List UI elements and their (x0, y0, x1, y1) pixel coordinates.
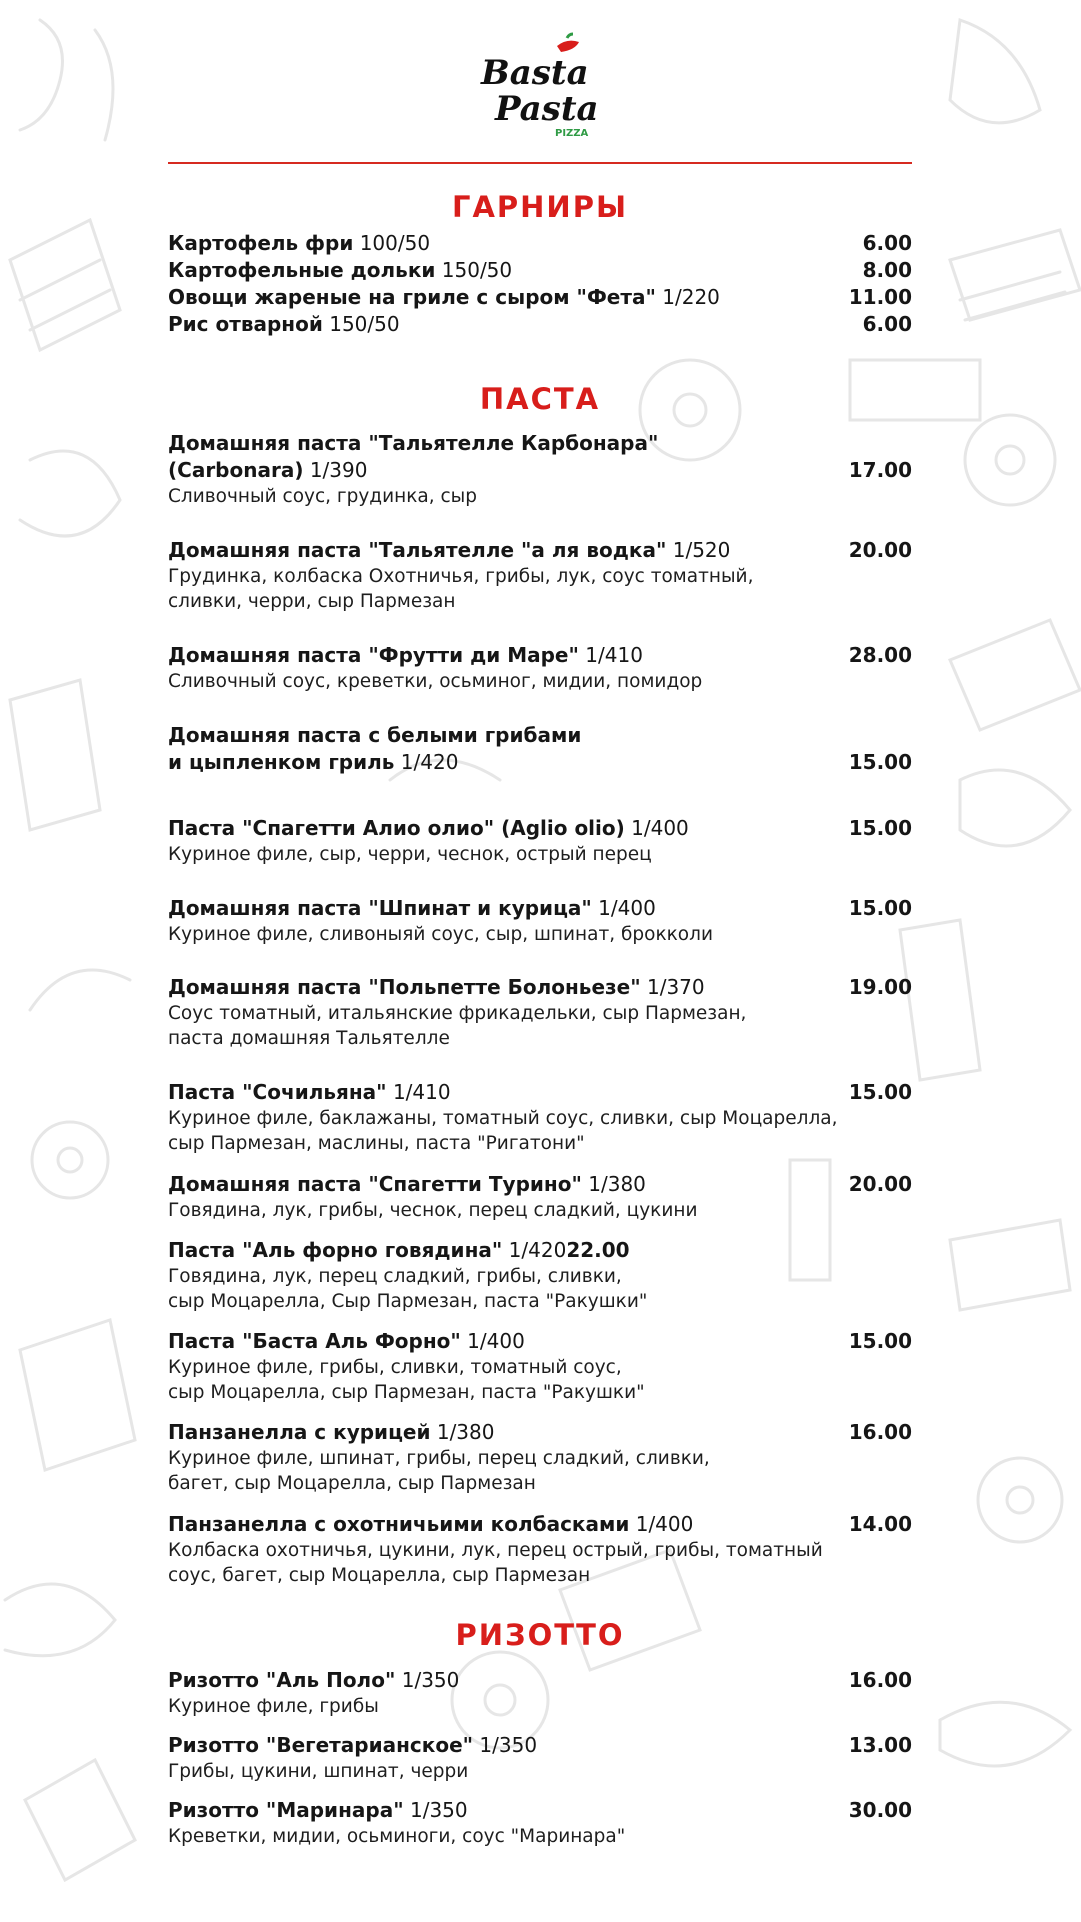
menu-item-name-line (168, 430, 912, 457)
item-description: Сливочный соус, креветки, осьминог, мидии, помидор (168, 671, 703, 692)
item-name: Паста "Спагетти Алио олио" (Aglio olio) (168, 816, 625, 840)
item-description: Куриное филе, грибы (168, 1696, 379, 1717)
item-price: 16.00 (848, 1668, 912, 1692)
section-title-risotto: РИЗОТТО (455, 1618, 625, 1652)
item-weight: 1/420 (400, 750, 459, 774)
header-divider (168, 162, 912, 164)
item-description: Куриное филе, сливоныяй соус, сыр, шпинат, брокколи (168, 924, 713, 945)
item-price: 30.00 (848, 1798, 912, 1822)
menu-item (168, 895, 912, 922)
menu-item (168, 230, 912, 257)
item-weight: 1/410 (392, 1080, 451, 1104)
item-price: 20.00 (848, 538, 912, 562)
menu-item (168, 1797, 912, 1824)
menu-item (168, 642, 912, 669)
item-price: 15.00 (848, 896, 912, 920)
item-description: сыр Моцарелла, Сыр Пармезан, паста "Ракушки" (168, 1291, 648, 1312)
item-name: Ризотто "Вегетарианское" (168, 1733, 474, 1757)
menu-item (168, 537, 912, 564)
item-price: 28.00 (848, 643, 912, 667)
item-price: 16.00 (848, 1420, 912, 1444)
item-price: 15.00 (848, 816, 912, 840)
menu-item (168, 1237, 912, 1264)
item-description: Куриное филе, шпинат, грибы, перец сладкий, сливки, (168, 1448, 710, 1469)
item-name: Домашняя паста "Фрутти ди Маре" (168, 643, 579, 667)
item-name: Домашняя паста "Спагетти Турино" (168, 1172, 582, 1196)
item-price: 15.00 (848, 1329, 912, 1353)
item-description: Сливочный соус, грудинка, сыр (168, 486, 478, 507)
item-description: соус, багет, сыр Моцарелла, сыр Пармезан (168, 1565, 591, 1586)
item-price: 6.00 (862, 231, 912, 255)
item-price: 19.00 (848, 975, 912, 999)
logo-word-pasta: Pasta (495, 89, 599, 129)
item-name: Картофельные дольки (168, 258, 436, 282)
item-name: Картофель фри (168, 231, 354, 255)
menu-item (168, 1732, 912, 1759)
menu-item (168, 1511, 912, 1538)
item-price: 8.00 (862, 258, 912, 282)
item-weight: 1/380 (588, 1172, 646, 1196)
menu-item (168, 815, 912, 842)
item-description: сыр Пармезан, маслины, паста "Ригатони" (168, 1133, 585, 1154)
item-price: 14.00 (848, 1512, 912, 1536)
menu-item (168, 311, 912, 338)
logo-word-basta: Basta (481, 53, 589, 93)
item-name: Паста "Баста Аль Форно" (168, 1329, 461, 1353)
item-weight: 150/50 (329, 312, 400, 336)
item-weight: 1/370 (646, 975, 705, 999)
item-description: багет, сыр Моцарелла, сыр Пармезан (168, 1473, 536, 1494)
menu-item (168, 1328, 912, 1355)
item-description: Колбаска охотничья, цукини, лук, перец острый, грибы, томатный (168, 1540, 823, 1561)
item-description: Куриное филе, сыр, черри, чеснок, острый перец (168, 844, 652, 865)
item-weight: 1/350 (401, 1668, 460, 1692)
item-weight: 100/50 (359, 231, 431, 255)
item-description: Куриное филе, грибы, сливки, томатный соус, (168, 1357, 622, 1378)
item-name: Панзанелла с охотничьими колбасками (168, 1512, 630, 1536)
item-name: (Carbonara) (168, 458, 304, 482)
item-description: паста домашняя Тальятелле (168, 1028, 450, 1049)
item-weight: 1/400 (467, 1329, 525, 1353)
item-description: сыр Моцарелла, сыр Пармезан, паста "Ракушки" (168, 1382, 645, 1403)
brand-logo (475, 32, 605, 152)
section-title-garnish: ГАРНИРЫ (451, 190, 629, 224)
section-title-pasta: ПАСТА (479, 382, 601, 416)
item-weight: 1/420 (508, 1238, 567, 1262)
logo-sub-pizza: PIZZA (555, 128, 589, 139)
item-weight: 1/350 (479, 1733, 538, 1757)
menu-item (168, 284, 912, 311)
menu-item (168, 1419, 912, 1446)
item-weight: 1/400 (598, 896, 656, 920)
item-description: Грудинка, колбаска Охотничья, грибы, лук, соус томатный, (168, 566, 754, 587)
item-weight: 1/390 (309, 458, 368, 482)
menu-item (168, 257, 912, 284)
item-name: Рис отварной (168, 312, 323, 336)
menu-item (168, 974, 912, 1001)
item-name: Паста "Аль форно говядина" (168, 1238, 503, 1262)
menu-item (168, 1079, 912, 1106)
item-price: 13.00 (848, 1733, 912, 1757)
item-weight: 1/400 (635, 1512, 694, 1536)
item-description: Грибы, цукини, шпинат, черри (168, 1761, 469, 1782)
item-name: Панзанелла с курицей (168, 1420, 431, 1444)
item-price: 20.00 (848, 1172, 912, 1196)
item-name: Домашняя паста "Тальятелле "а ля водка" (168, 538, 667, 562)
item-name: Овощи жареные на гриле с сыром "Фета" (168, 285, 656, 309)
item-weight: 150/50 (441, 258, 513, 282)
menu-item (168, 749, 912, 776)
menu-item (168, 1667, 912, 1694)
item-weight: 1/380 (436, 1420, 495, 1444)
item-price: 22.00 (566, 1238, 630, 1262)
menu-item-name-line (168, 722, 912, 749)
item-description: Куриное филе, баклажаны, томатный соус, сливки, сыр Моцарелла, (168, 1108, 838, 1129)
item-description: Креветки, мидии, осьминоги, соус "Маринара" (168, 1826, 626, 1847)
item-name: Домашняя паста "Тальятелле Карбонара" (168, 431, 659, 455)
item-weight: 1/220 (662, 285, 720, 309)
item-price: 17.00 (848, 458, 912, 482)
menu-item (168, 1171, 912, 1198)
item-name: Домашняя паста с белыми грибами (168, 723, 582, 747)
item-name: Паста "Сочильяна" (168, 1080, 387, 1104)
item-weight: 1/400 (631, 816, 689, 840)
item-name: и цыпленком гриль (168, 750, 395, 774)
item-price: 11.00 (848, 285, 912, 309)
item-name: Ризотто "Аль Поло" (168, 1668, 396, 1692)
item-name: Домашняя паста "Шпинат и курица" (168, 896, 592, 920)
item-name: Домашняя паста "Польпетте Болоньезе" (168, 975, 641, 999)
item-name: Ризотто "Маринара" (168, 1798, 404, 1822)
item-weight: 1/410 (585, 643, 643, 667)
item-description: Говядина, лук, грибы, чеснок, перец сладкий, цукини (168, 1200, 698, 1221)
item-description: сливки, черри, сыр Пармезан (168, 591, 456, 612)
menu-item (168, 457, 912, 484)
item-price: 15.00 (848, 750, 912, 774)
item-description: Соус томатный, итальянские фрикадельки, сыр Пармезан, (168, 1003, 747, 1024)
item-description: Говядина, лук, перец сладкий, грибы, сливки, (168, 1266, 622, 1287)
item-price: 6.00 (862, 312, 912, 336)
item-weight: 1/520 (672, 538, 731, 562)
item-weight: 1/350 (409, 1798, 468, 1822)
item-price: 15.00 (848, 1080, 912, 1104)
